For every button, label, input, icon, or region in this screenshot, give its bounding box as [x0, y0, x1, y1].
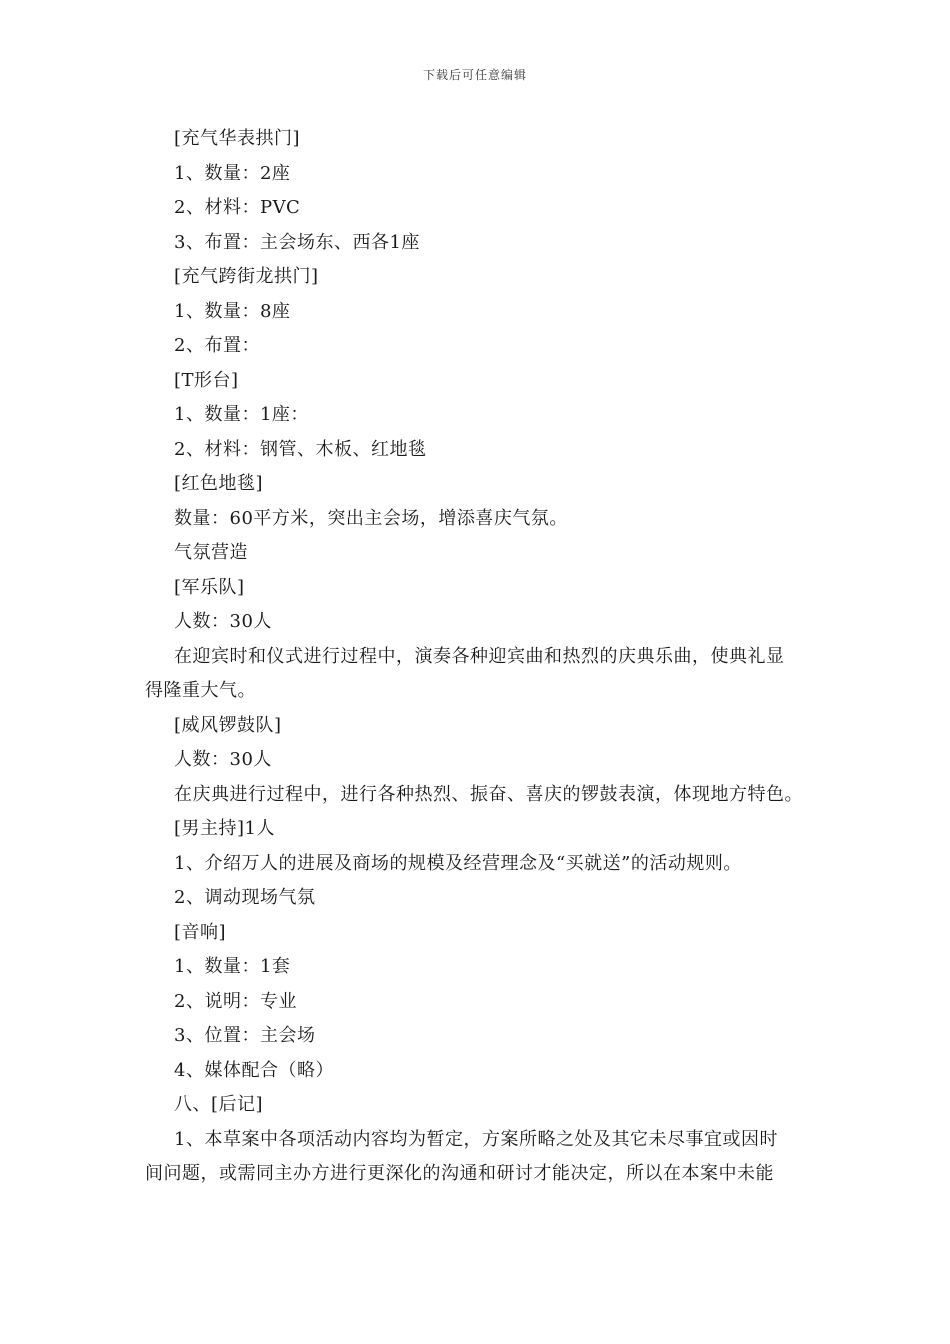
paragraph-line: 在迎宾时和仪式进行过程中，演奏各种迎宾曲和热烈的庆典乐曲，使典礼显: [174, 645, 785, 667]
paragraph-line: 在庆典进行过程中，进行各种热烈、振奋、喜庆的锣鼓表演，体现地方特色。: [174, 783, 803, 805]
section-heading-inflatable-arch: [充气华表拱门]: [174, 128, 301, 149]
text-line: 1、数量：8座: [174, 300, 291, 322]
section-heading-red-carpet: [红色地毯]: [174, 473, 264, 494]
text-line: 1、数量：2座: [174, 162, 291, 184]
header-note: 下载后可任意编辑: [422, 68, 527, 82]
section-heading-audio: [音响]: [174, 921, 227, 943]
section-heading-t-stage: [T形台]: [174, 369, 239, 391]
section-heading-military-band: [军乐队]: [174, 576, 245, 598]
section-heading-atmosphere: 气氛营造: [174, 542, 248, 563]
text-line: 2、布置：: [174, 335, 260, 356]
text-line: 人数：30人: [174, 749, 272, 770]
text-line: 1、数量：1座：: [174, 404, 309, 425]
text-line: 4、媒体配合（略）: [174, 1059, 334, 1081]
text-line: 人数：30人: [174, 611, 272, 632]
section-heading-street-arch: [充气跨街龙拱门]: [174, 266, 319, 287]
text-line: 3、布置：主会场东、西各1座: [174, 231, 420, 253]
section-heading-drum-team: [威风锣鼓队]: [174, 714, 282, 736]
text-line: 2、材料：钢管、木板、红地毯: [174, 438, 427, 460]
paragraph-line: 间问题，或需同主办方进行更深化的沟通和研讨才能决定，所以在本案中未能: [145, 1163, 774, 1184]
text-line: 2、调动现场气氛: [174, 887, 316, 908]
paragraph-line: 1、本草案中各项活动内容均为暂定，方案所略之处及其它未尽事宜或因时: [174, 1128, 778, 1150]
document-body: [145, 122, 815, 1192]
text-line: 2、说明：专业: [174, 990, 297, 1012]
section-heading-host: [男主持]1人: [174, 818, 275, 839]
text-line: 数量：60平方米，突出主会场，增添喜庆气氛。: [174, 507, 568, 529]
text-line: 1、介绍万人的进展及商场的规模及经营理念及“买就送”的活动规则。: [174, 852, 742, 874]
text-line: 3、位置：主会场: [174, 1025, 316, 1046]
section-heading-postscript: 八、[后记]: [174, 1094, 264, 1115]
text-line: 1、数量：1套: [174, 956, 291, 977]
text-line: 2、材料：PVC: [174, 197, 301, 218]
paragraph-line: 得隆重大气。: [145, 680, 256, 701]
